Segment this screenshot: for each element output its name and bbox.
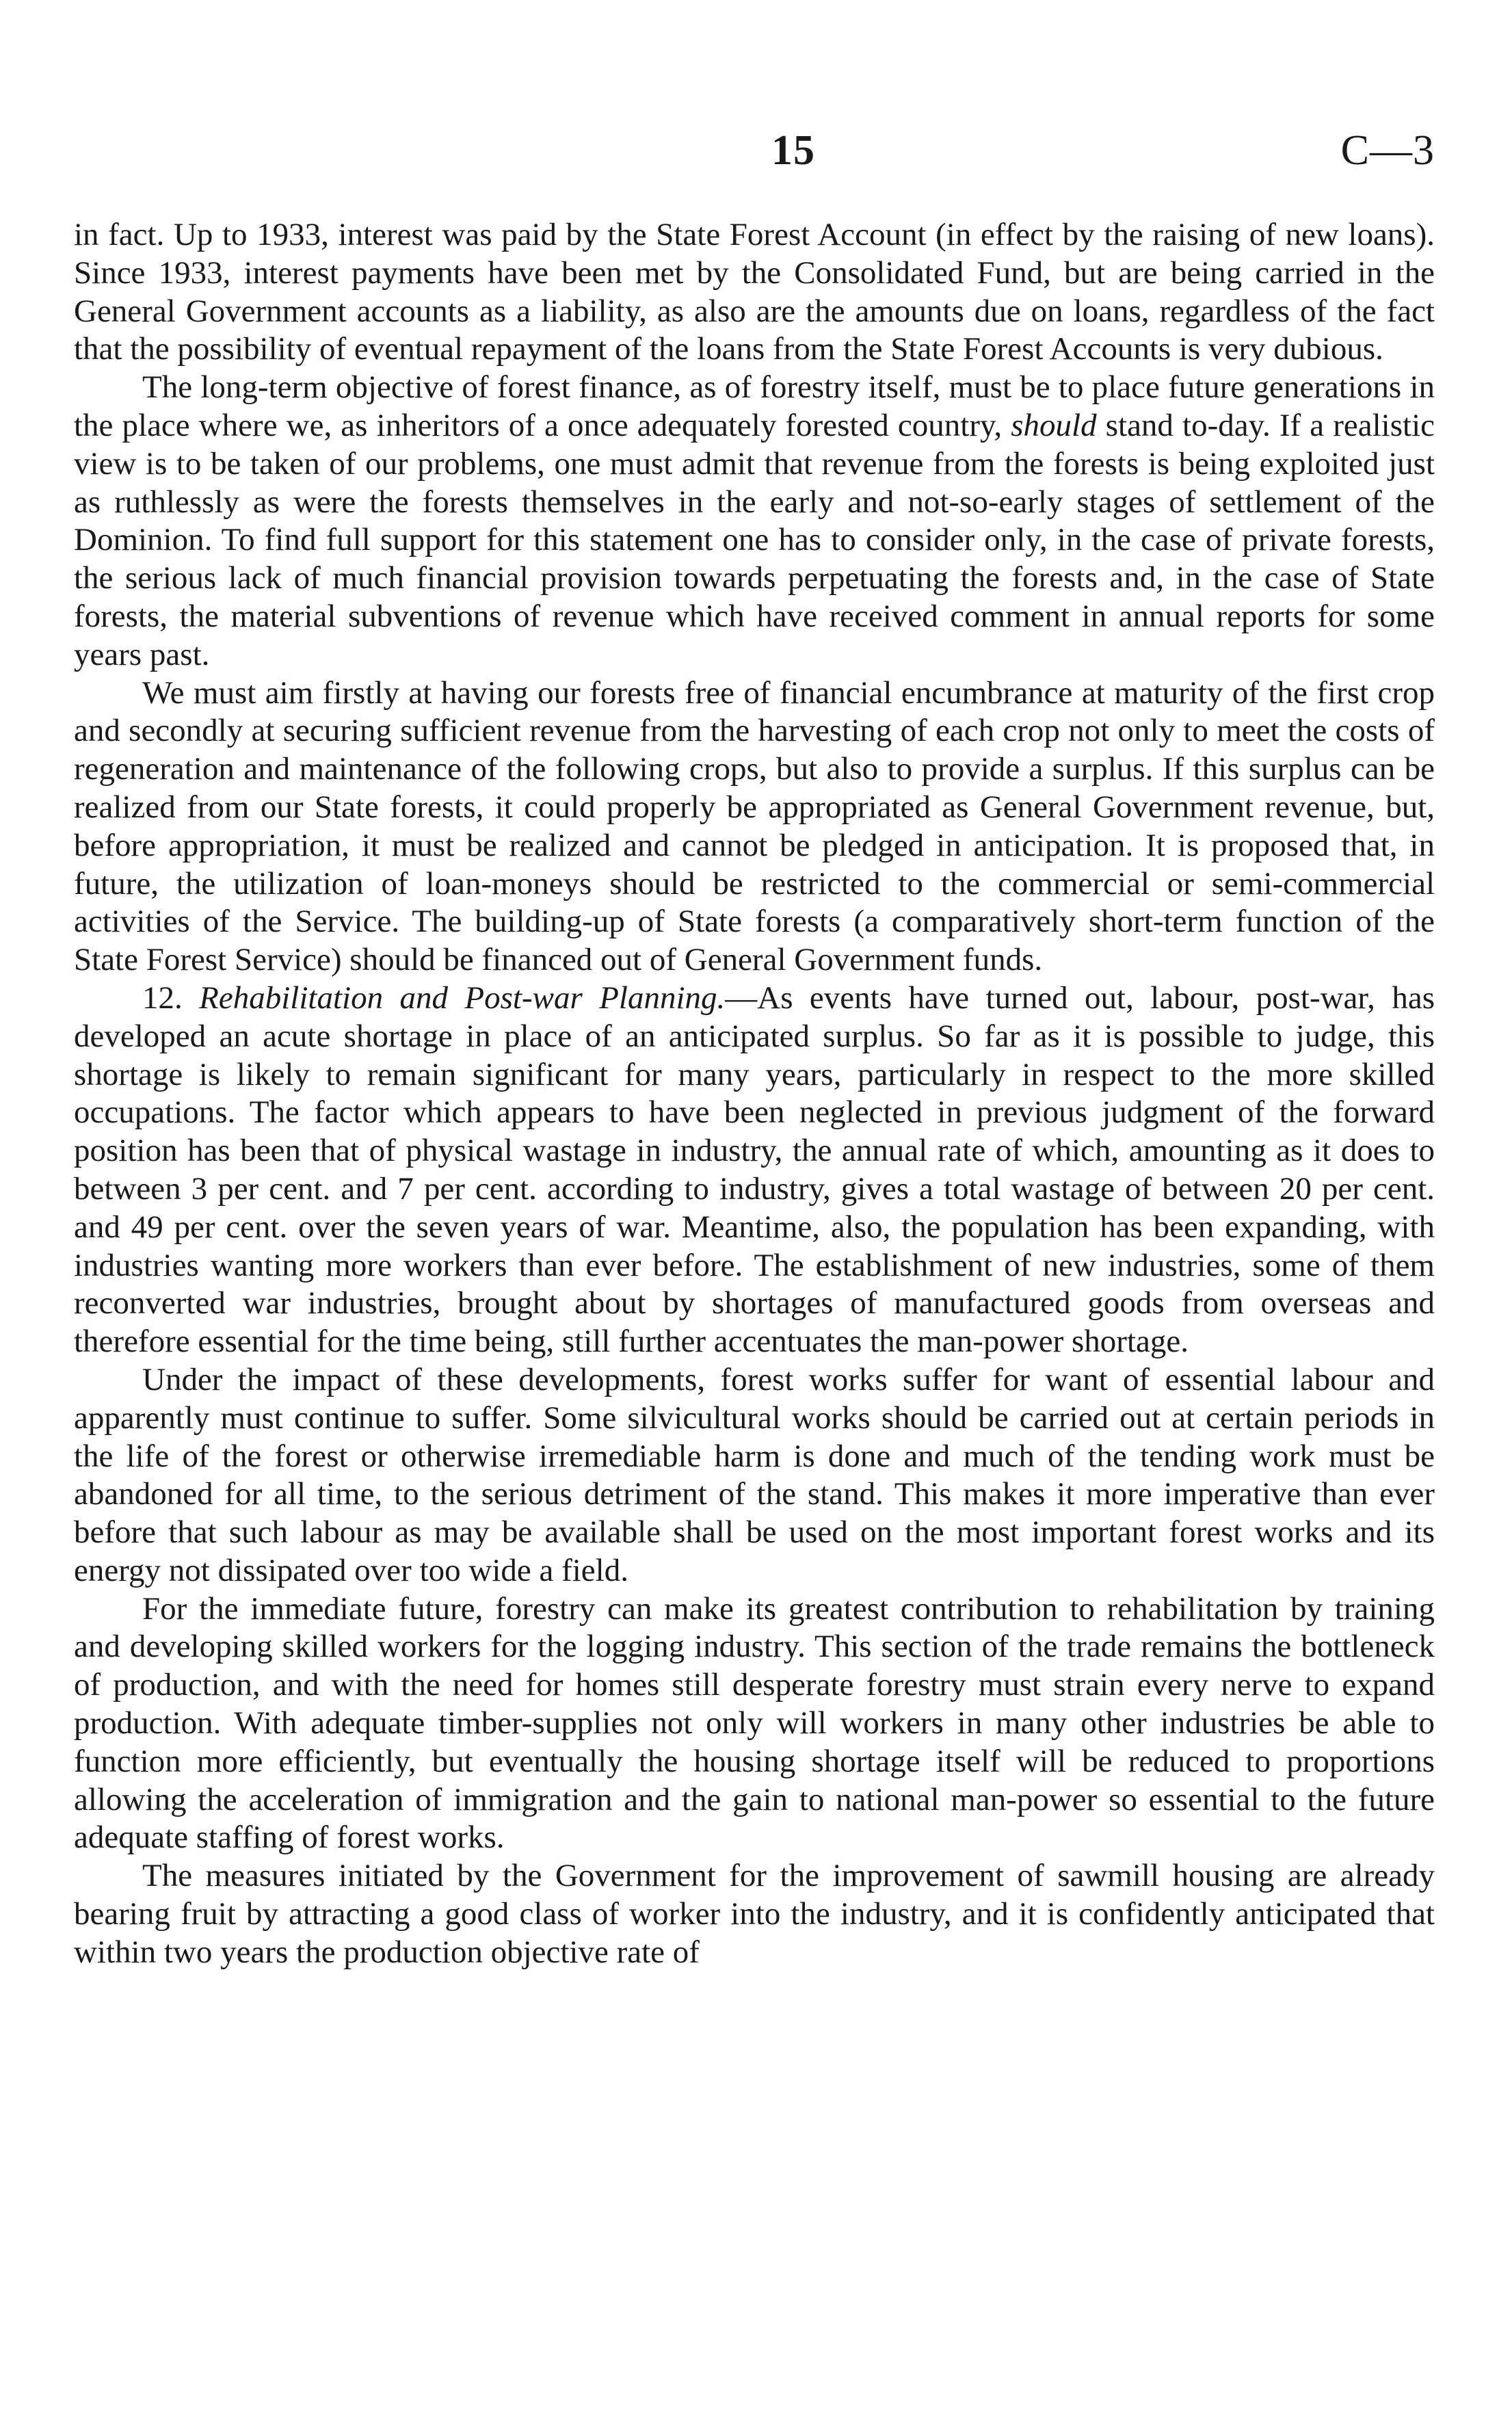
emphasized-word: should bbox=[1011, 407, 1097, 443]
paragraph-immediate-future: For the immediate future, forestry can make its greatest contribution to rehabilitation by training and developing skilled workers for the logging industry. This section of the trade remains the bottleneck of production, and with the need for homes still desperate forestry must strain every nerve to expand production. With adequate timber-supplies not only will workers in many other industries be able to function more efficiently, but eventually the housing shortage itself will be reduced to proportions allowing the acceleration of immigration and the gain to national man-power so essential to the future adequate staffing of forest works. bbox=[74, 1590, 1435, 1856]
section-title: Rehabilitation and Post-war Planning. bbox=[199, 980, 726, 1016]
page-number: 15 bbox=[771, 127, 815, 174]
paragraph-financial-encumbrance: We must aim firstly at having our forests free of financial encumbrance at maturity of the first crop and secondly at securing sufficient revenue from the harvesting of each crop not only to meet the costs of regeneration and maintenance of the following crops, but also to provide a surplus. If this surplus can be realized from our State forests, it could properly be appropriated as General Government revenue, but, before appropriation, it must be realized and cannot be pledged in anticipation. It is proposed that, in future, the utilization of loan-moneys should be restricted to the commercial or semi-commercial activities of the Service. The building-up of State forests (a comparatively short-term function of the State Forest Service) should be financed out of General Government funds. bbox=[74, 674, 1435, 978]
paragraph-impact-of-developments: Under the impact of these developments, forest works suffer for want of essential labour and apparently must continue to suffer. Some silvicultural works should be carried out at certain periods in the life of the forest or otherwise irremediable harm is done and much of the tending work must be abandoned for all time, to the serious detriment of the stand. This makes it more imperative than ever before that such labour as may be available shall be used on the most important forest works and its energy not dissipated over too wide a field. bbox=[74, 1361, 1435, 1588]
paragraph-text: —As events have turned out, labour, post-war, has developed an acute shortage in place of an anticipated surplus. So far as it is possible to judge, this shortage is likely to remain significant for many years, particularly in respect to the more skilled occupations. The factor which appears to have been neglected in previous judgment of the forward position has been that of physical wastage in industry, the annual rate of which, amounting as it does to between 3 per cent. and 7 per cent. according to industry, gives a total wastage of between 20 per cent. and 49 per cent. over the seven years of war. Meantime, also, the population has been expanding, with industries wanting more workers than ever before. The establishment of new industries, some of them reconverted war industries, brought about by shortages of manufactured goods from overseas and therefore essential for the time being, still further accentuates the man-power shortage. bbox=[74, 980, 1435, 1360]
paragraph-text: stand to-day. If a realistic view is to be taken of our problems, one must admit that revenue from the forests is being exploited just as ruthlessly as were the forests themselves in the early and not-so-early stages of settlement of the Dominion. To find full support for this statement one has to consider only, in the case of private forests, the serious lack of much financial provision towards perpetuating the forests and, in the case of State forests, the material subventions of revenue which have received comment in annual reports for some years past. bbox=[74, 407, 1435, 672]
paragraph-sawmill-housing: The measures initiated by the Government for the improvement of sawmill housing are already bearing fruit by attracting a good class of worker into the industry, and it is confidently anticipated that within two years the production objective rate of bbox=[74, 1858, 1435, 1970]
section-12-rehabilitation bbox=[74, 980, 1435, 1361]
paragraph-long-term-objective bbox=[74, 369, 1435, 674]
body-text bbox=[74, 216, 1435, 1972]
document-reference: C—3 bbox=[1340, 127, 1435, 174]
paragraph-text: The long-term objective of forest finance, as of forestry itself, must be to place future generations in the place where we, as inheritors of a once adequately forested country, bbox=[74, 369, 1435, 443]
paragraph-continued: in fact. Up to 1933, interest was paid by the State Forest Account (in effect by the raising of new loans). Since 1933, interest payments have been met by the Consolidated Fund, but are being carried in the General Government accounts as a liability, as also are the amounts due on loans, regardless of the fact that the possibility of eventual repayment of the loans from the State Forest Accounts is very dubious. bbox=[74, 217, 1435, 367]
section-number: 12. bbox=[142, 980, 200, 1016]
page-header bbox=[74, 123, 1435, 178]
